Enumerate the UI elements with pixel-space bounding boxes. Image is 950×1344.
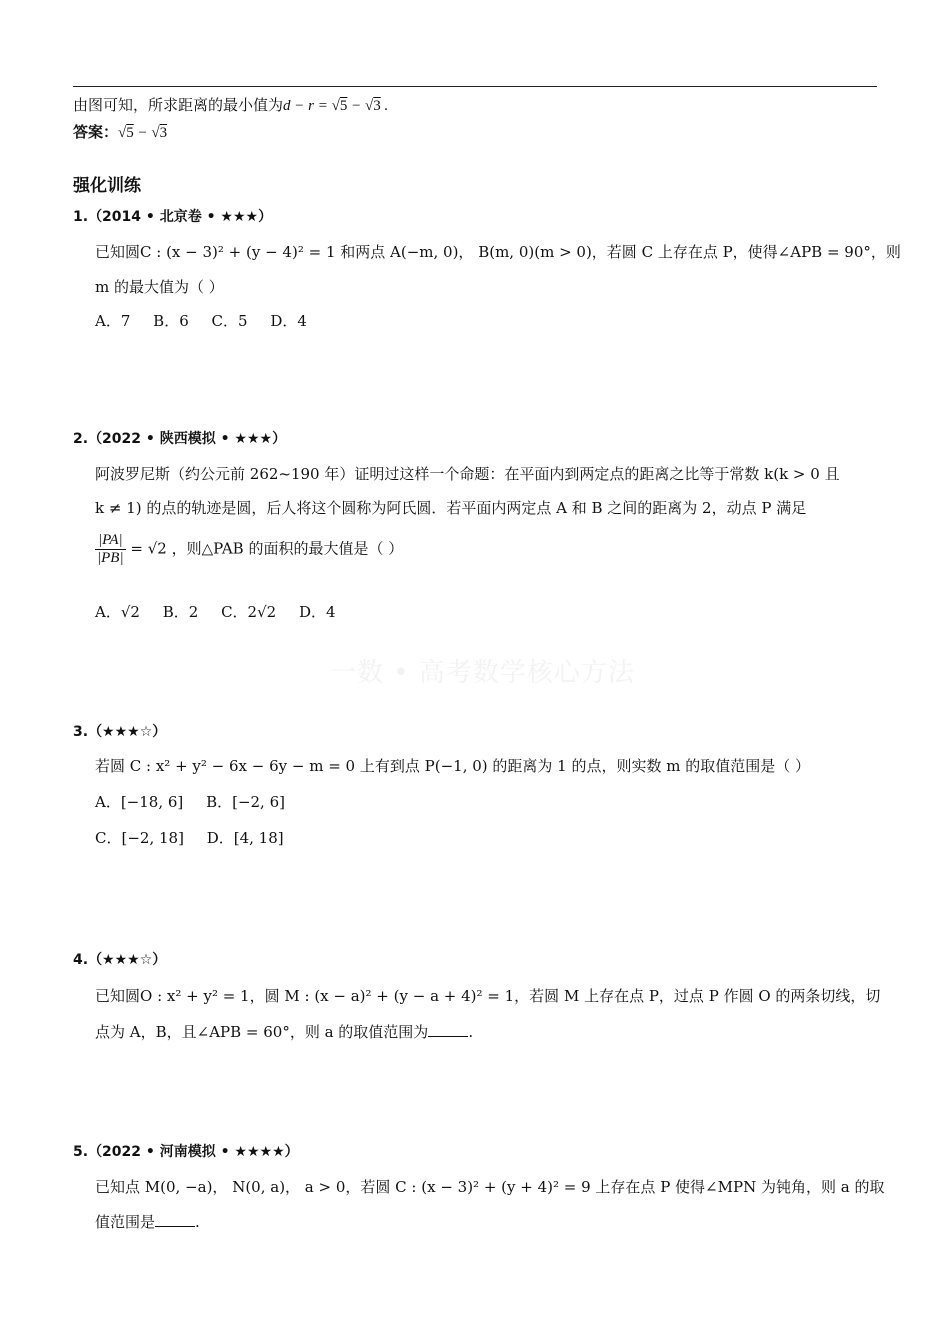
option-d[interactable]: D．4 [298, 603, 336, 621]
problem-2-line-3-text: = √2 ，则△PAB 的面积的最大值是（ ） [130, 539, 404, 558]
problem-2-options [95, 601, 354, 622]
problem-5-line-2-text: 值范围是 [95, 1213, 156, 1231]
problem-5-header [73, 1141, 299, 1161]
option-b[interactable]: B．6 [153, 312, 189, 330]
problem-number: 3. [73, 724, 89, 740]
problem-number: 5. [73, 1144, 89, 1160]
problem-source: （2014 • 北京卷 • ★★★） [88, 209, 273, 225]
option-c[interactable]: C．[−2, 18] [95, 829, 184, 847]
answer-blank[interactable] [428, 1024, 468, 1037]
watermark: 一数 • 高考数学核心方法 [330, 658, 635, 688]
problem-5-line-1: 已知点 M(0, −a)， N(0, a)， a > 0，若圆 C : (x − 3)² + (y + 4)² = 9 上存在点 P 使得∠MPN 为钝角，则 a 的取 [95, 1178, 885, 1196]
problem-4-line-2: 点为 A，B，且∠APB = 60°，则 a 的取值范围为 . [95, 1023, 474, 1041]
problem-1-line-1: 已知圆C : (x − 3)² + (y − 4)² = 1 和两点 A(−m, 0)， B(m, 0)(m > 0)，若圆 C 上存在点 P，使得∠APB = 90°，则 [95, 243, 901, 261]
problem-1-header [73, 206, 272, 226]
problem-3-line-1: 若圆 C : x² + y² − 6x − 6y − m = 0 上有到点 P(−1, 0) 的距离为 1 的点，则实数 m 的取值范围是（ ） [95, 757, 811, 775]
problem-4-line-2-text: 点为 A，B，且∠APB = 60°，则 a 的取值范围为 [95, 1023, 429, 1041]
problem-number: 4. [73, 952, 89, 968]
problem-number: 1. [73, 209, 89, 225]
option-a[interactable]: A．[−18, 6] [95, 793, 184, 811]
answer-blank[interactable] [155, 1214, 195, 1227]
problem-source: （2022 • 陕西模拟 • ★★★） [88, 431, 287, 447]
option-a[interactable]: A．√2 [95, 603, 140, 621]
option-c[interactable]: C．5 [211, 312, 248, 330]
option-c[interactable]: C．2√2 [221, 603, 277, 621]
option-a[interactable]: A．7 [95, 312, 131, 330]
option-b[interactable]: B．[−2, 6] [206, 793, 285, 811]
problem-4-line-1: 已知圆O : x² + y² = 1，圆 M : (x − a)² + (y − a + 4)² = 1，若圆 M 上存在点 P，过点 P 作圆 O 的两条切线，切 [95, 987, 881, 1005]
intro-text: 由图可知，所求距离的最小值为 [73, 96, 284, 114]
problem-source: （2022 • 河南模拟 • ★★★★） [88, 1144, 299, 1160]
section-title: 强化训练 [73, 176, 141, 196]
problem-3-options-row-2 [95, 827, 302, 848]
ratio-fraction [95, 532, 126, 567]
problem-3-header [73, 721, 166, 741]
problem-number: 2. [73, 431, 89, 447]
problem-2-line-1: 阿波罗尼斯（约公元前 262~190 年）证明过这样一个命题：在平面内到两定点的距离之比等于常数 k(k > 0 且 [95, 465, 840, 483]
intro-line [73, 94, 388, 115]
problem-5-line-2: 值范围是 . [95, 1213, 200, 1231]
option-b[interactable]: B．2 [162, 603, 199, 621]
problem-1-options [95, 310, 325, 331]
problem-1-line-2: m 的最大值为（ ） [95, 278, 224, 296]
problem-2-line-3 [95, 532, 403, 567]
fraction-numerator: |PA| [95, 532, 126, 550]
top-rule [73, 86, 877, 87]
fraction-denominator: |PB| [97, 550, 124, 566]
answer-line [73, 121, 167, 142]
option-d[interactable]: D．4 [270, 312, 307, 330]
intro-math: d − r = √5 − √3 . [283, 98, 389, 114]
problem-source: （★★★☆） [88, 952, 167, 968]
answer-label: 答案： [73, 123, 119, 141]
problem-3-options-row-1 [95, 791, 303, 812]
option-d[interactable]: D．[4, 18] [206, 829, 284, 847]
problem-2-line-2: k ≠ 1) 的点的轨迹是圆，后人将这个圆称为阿氏圆．若平面内两定点 A 和 B 之间的距离为 2，动点 P 满足 [95, 499, 807, 517]
problem-source: （★★★☆） [88, 724, 167, 740]
problem-4-header [73, 949, 166, 969]
problem-2-header [73, 428, 286, 448]
answer-math: √5 − √3 [118, 125, 168, 141]
